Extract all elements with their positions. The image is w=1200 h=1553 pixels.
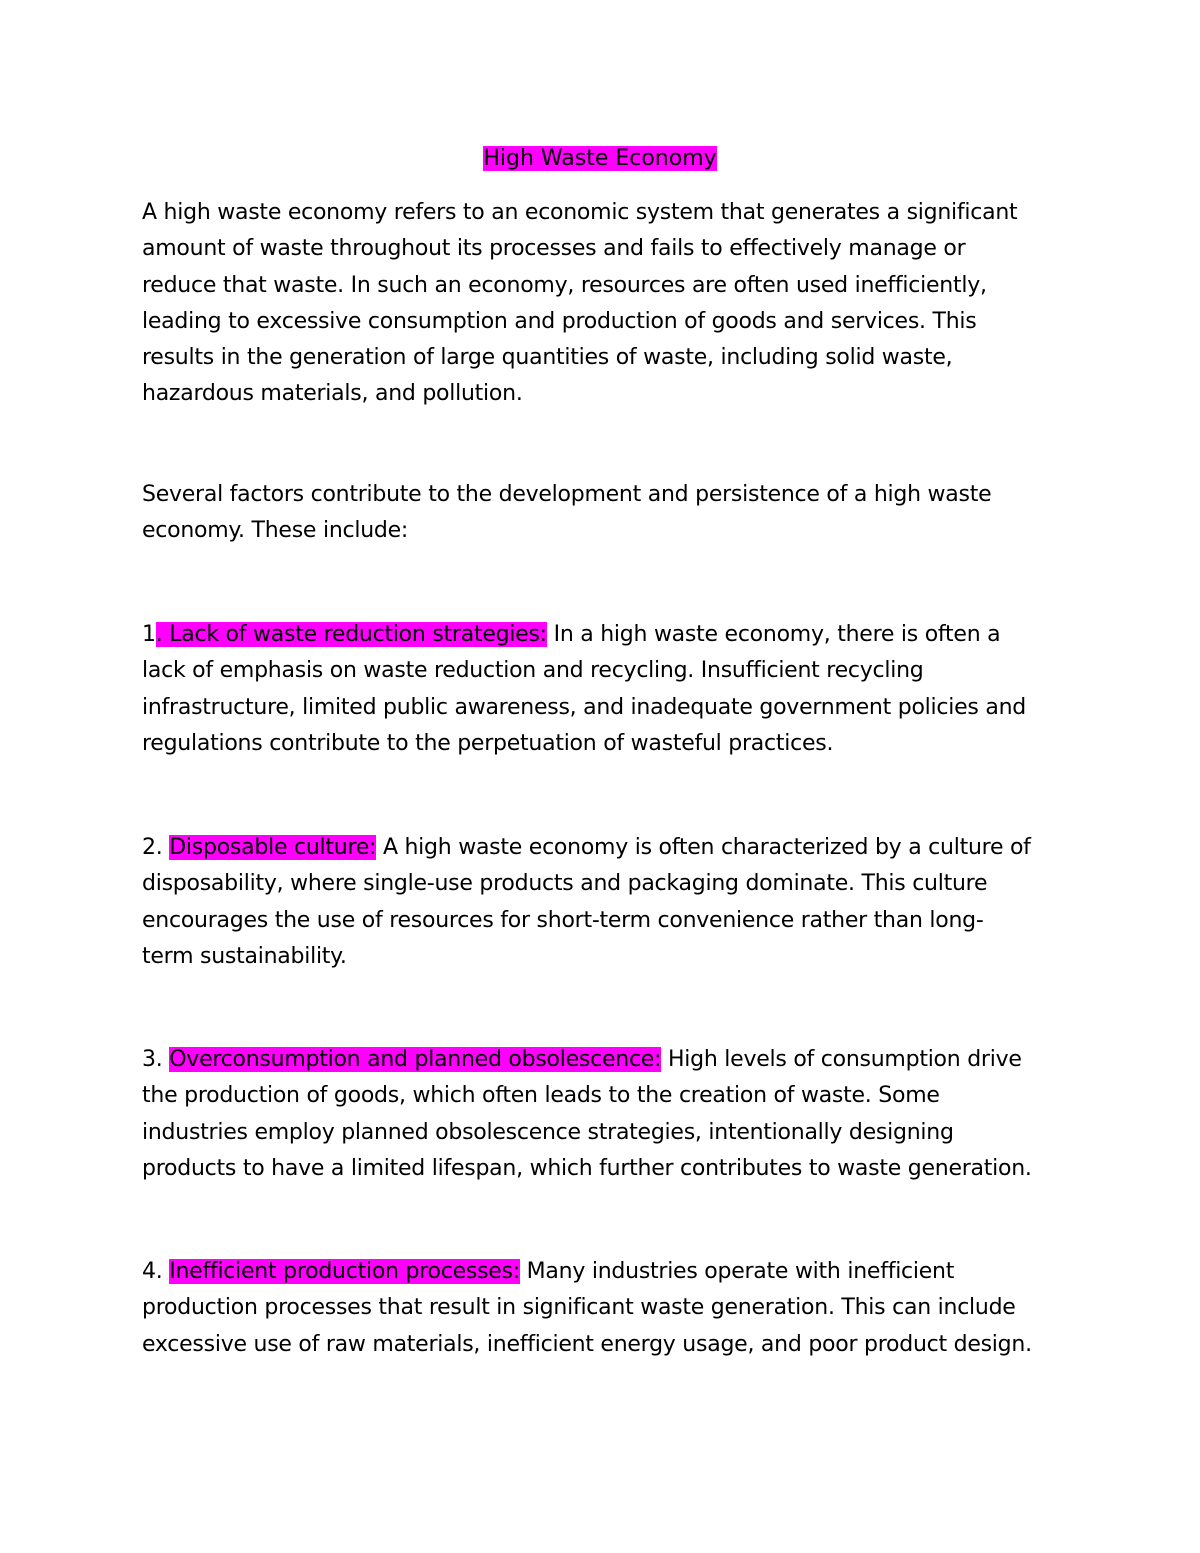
factor-item-first-line [142, 1254, 1072, 1290]
factor-item-first-line [142, 1042, 1072, 1078]
factor-line: infrastructure, limited public awareness, and inadequate government policies and [142, 694, 1026, 720]
factor-line: the production of goods, which often leads to the creation of waste. Some [142, 1083, 940, 1109]
factor-text: A high waste economy is often characterized by a culture of [376, 835, 1031, 860]
intro-line: leading to excessive consumption and production of goods and services. This [142, 308, 977, 334]
intro-paragraph [142, 195, 1072, 413]
factors-intro-line: Several factors contribute to the development and persistence of a high waste [142, 482, 992, 507]
factor-number: 2. [142, 835, 170, 860]
intro-line: results in the generation of large quantities of waste, including solid waste, [142, 345, 953, 371]
factor-line: industries employ planned obsolescence strategies, intentionally designing [142, 1119, 954, 1145]
factor-item-3 [142, 1042, 1072, 1187]
factor-line: encourages the use of resources for short-term convenience rather than long- [142, 907, 984, 933]
factor-line: lack of emphasis on waste reduction and recycling. Insufficient recycling [142, 658, 924, 684]
title-container [0, 141, 1200, 177]
document-title: High Waste Economy [483, 146, 717, 171]
factor-text: Many industries operate with inefficient [519, 1259, 955, 1284]
factor-line: disposability, where single-use products and packaging dominate. This culture [142, 871, 988, 897]
factor-item-first-line [142, 617, 1072, 653]
factor-heading-highlight: Disposable culture: [169, 835, 377, 860]
factor-heading-highlight: Inefficient production processes: [169, 1259, 520, 1284]
factor-item-2 [142, 830, 1072, 975]
factor-number: 3. [142, 1047, 170, 1072]
factor-item-4 [142, 1254, 1072, 1363]
intro-line: hazardous materials, and pollution. [142, 381, 523, 407]
factor-heading-highlight: . Lack of waste reduction strategies: [155, 622, 547, 647]
factor-line: production processes that result in significant waste generation. This can include [142, 1295, 1016, 1321]
factor-number: 1 [142, 622, 156, 647]
intro-line: A high waste economy refers to an economic system that generates a significant [142, 200, 1018, 225]
factor-number: 4. [142, 1259, 170, 1284]
factor-item-first-line [142, 830, 1072, 866]
intro-line: reduce that waste. In such an economy, resources are often used inefficiently, [142, 272, 987, 298]
factor-line: regulations contribute to the perpetuation of wasteful practices. [142, 730, 834, 756]
factors-intro-line: economy. These include: [142, 518, 409, 544]
factor-line: products to have a limited lifespan, which further contributes to waste generation. [142, 1155, 1032, 1181]
factor-heading-highlight: Overconsumption and planned obsolescence: [169, 1047, 662, 1072]
factor-line: term sustainability. [142, 943, 347, 969]
factor-text: High levels of consumption drive [661, 1047, 1022, 1072]
factor-text: In a high waste economy, there is often a [546, 622, 1001, 647]
factors-intro-paragraph [142, 477, 1072, 550]
factor-line: excessive use of raw materials, inefficient energy usage, and poor product design. [142, 1331, 1032, 1357]
intro-line: amount of waste throughout its processes and fails to effectively manage or [142, 236, 966, 262]
factor-item-1 [142, 617, 1072, 762]
